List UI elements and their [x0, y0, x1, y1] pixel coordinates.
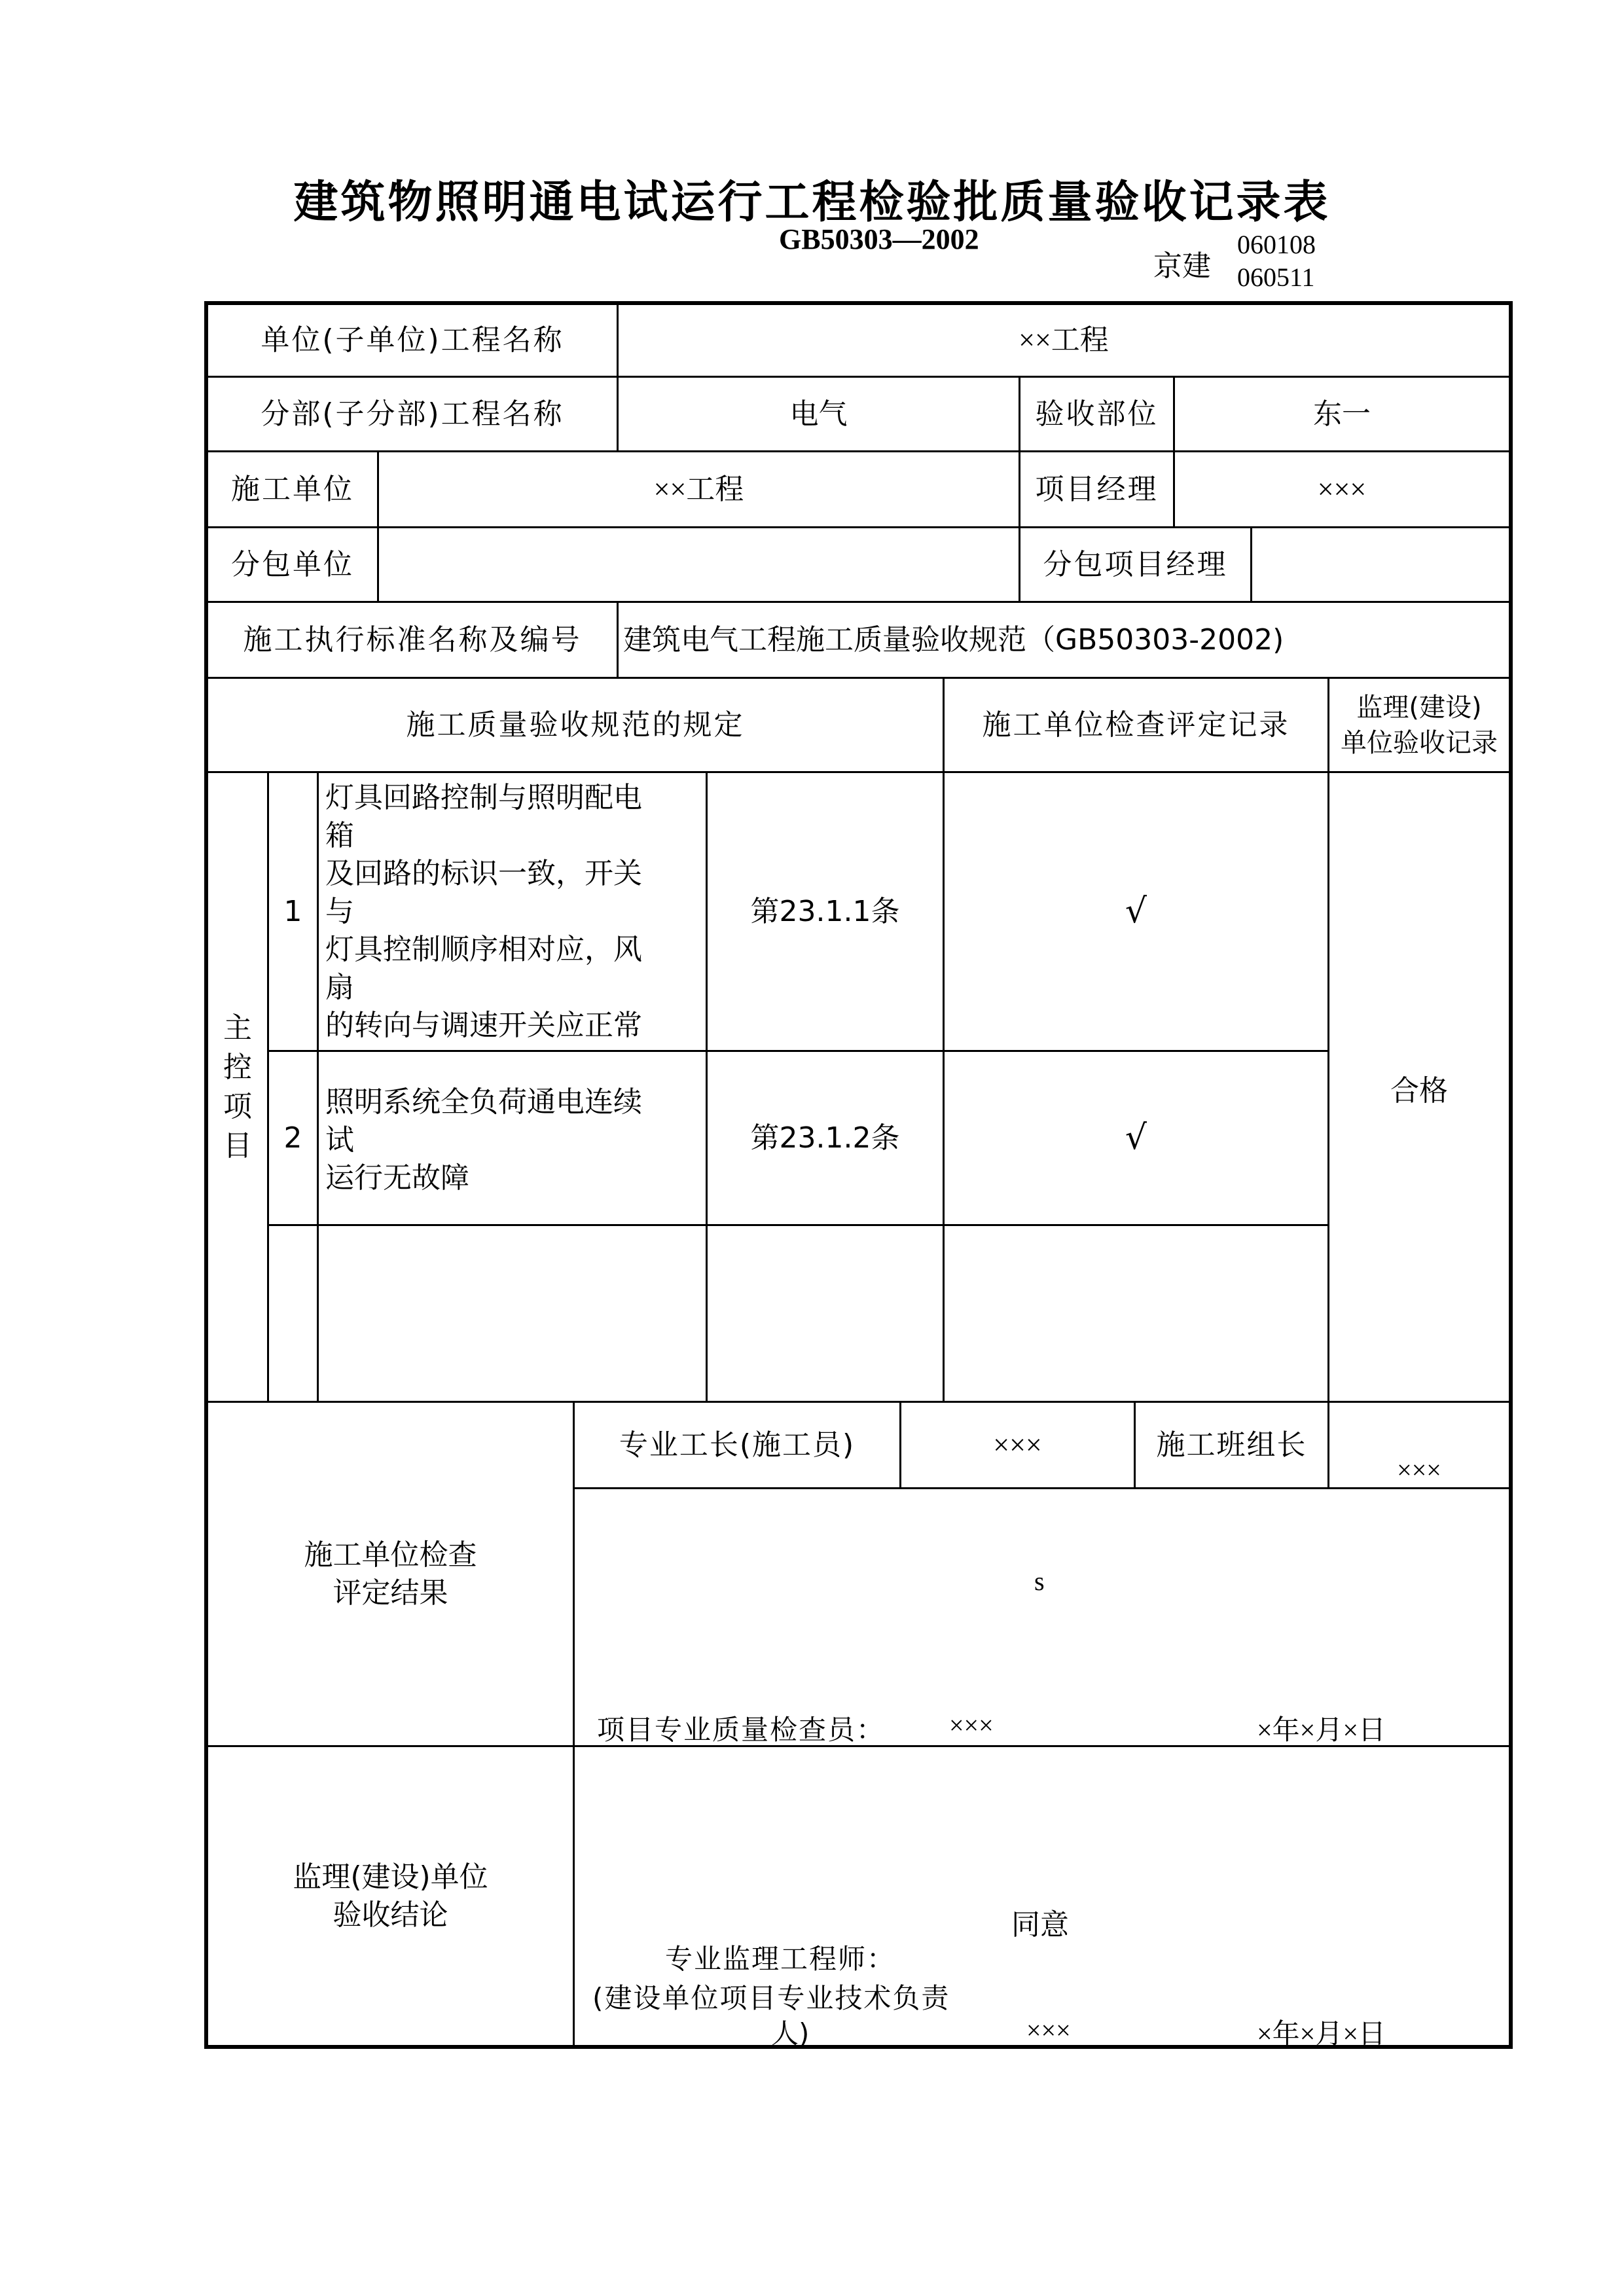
supervisor-conclusion-result: 同意	[1011, 1908, 1069, 1942]
row-divider	[573, 1487, 1513, 1489]
pm-label: 项目经理	[1035, 472, 1159, 506]
spec-header: 施工质量验收规范的规定	[406, 708, 745, 742]
requirement-line: 照明系统全负荷通电连续	[325, 1085, 642, 1119]
inspection-date: ×年×月×日	[1257, 1716, 1386, 1746]
col-divider	[1327, 677, 1329, 1401]
table-right-border	[1509, 301, 1513, 2049]
check-mark: √	[1125, 1118, 1147, 1158]
supervisor-conclusion-label-line1: 监理(建设)单位	[293, 1860, 488, 1894]
requirement-line: 的转向与调速开关应正常	[325, 1009, 642, 1042]
page-title: 建筑物照明通电试运行工程检验批质量验收记录表	[293, 177, 1331, 228]
requirement-line: 试	[325, 1123, 354, 1157]
inspector-label: 项目专业质量检查员：	[597, 1714, 886, 1746]
inspector-value: ×××	[949, 1710, 994, 1740]
contractor-value: ××工程	[653, 473, 744, 505]
item-requirement	[325, 779, 698, 1045]
requirement-line: 箱	[325, 819, 354, 852]
engineer-label-line2: (建设单位项目专业技术负责	[592, 1982, 950, 2014]
requirement-line: 及回路的标识一致，开关	[325, 857, 642, 890]
main-items-label-char: 主	[223, 1011, 252, 1045]
subcontractor-label: 分包单位	[231, 547, 354, 581]
unit-name-label: 单位(子单位)工程名称	[261, 323, 564, 357]
region-label: 京建	[1153, 249, 1211, 283]
col-divider	[573, 1401, 575, 2049]
standard-label: 施工执行标准名称及编号	[243, 623, 582, 657]
standard-value: 建筑电气工程施工质量验收规范（GB50303-2002)	[623, 623, 1284, 657]
contractor-result-label-line2: 评定结果	[333, 1576, 448, 1610]
main-items-label	[208, 773, 267, 1401]
check-mark: √	[1125, 892, 1147, 931]
item-clause: 第23.1.2条	[750, 1121, 900, 1155]
contractor-result-label	[208, 1403, 573, 1745]
foreman-label: 专业工长(施工员)	[619, 1428, 856, 1462]
supervisor-conclusion-label	[208, 1747, 573, 2045]
requirement-line: 灯具回路控制与照明配电	[325, 781, 642, 814]
requirement-line: 与	[325, 895, 354, 928]
main-items-label-char: 目	[223, 1129, 252, 1163]
requirement-line: 灯具控制顺序相对应，风	[325, 933, 642, 966]
item-requirement	[325, 1083, 698, 1197]
form-code-2: 060511	[1237, 262, 1315, 292]
contractor-result-label-line1: 施工单位检查	[304, 1538, 477, 1572]
acceptance-part-value: 东一	[1313, 397, 1371, 431]
supervisor-date: ×年×月×日	[1257, 2019, 1386, 2050]
contractor-note: s	[1034, 1566, 1045, 1596]
col-divider	[617, 601, 619, 677]
division-value: 电气	[789, 397, 848, 430]
pm-value: ×××	[1317, 473, 1367, 505]
item-number: 1	[283, 894, 302, 928]
requirement-line: 扇	[325, 971, 354, 1004]
team-leader-label: 施工班组长	[1156, 1428, 1307, 1462]
main-items-label-char: 控	[223, 1050, 252, 1084]
supervisor-conclusion-label-line2: 验收结论	[333, 1898, 448, 1932]
item-clause: 第23.1.1条	[750, 894, 900, 928]
engineer-value: ×××	[1026, 2015, 1071, 2045]
form-code-1: 060108	[1237, 230, 1316, 259]
division-label: 分部(子分部)工程名称	[261, 397, 564, 431]
unit-name-value: ××工程	[1019, 324, 1109, 357]
item-number: 2	[283, 1121, 302, 1155]
acceptance-part-label: 验收部位	[1035, 397, 1159, 431]
main-items-label-char: 项	[223, 1089, 252, 1123]
foreman-value: ×××	[993, 1428, 1042, 1461]
engineer-label-line1: 专业监理工程师：	[665, 1943, 896, 1975]
contractor-record-header: 施工单位检查评定记录	[982, 708, 1290, 742]
engineer-label-line3: 人)	[771, 2017, 810, 2050]
subcontractor-value	[379, 528, 1019, 601]
contractor-label: 施工单位	[231, 472, 354, 506]
standard-number: GB50303—2002	[779, 223, 979, 255]
col-divider	[317, 771, 319, 1401]
supervisor-record-header-line1: 监理(建设)	[1356, 692, 1482, 723]
requirement-line: 运行无故障	[325, 1161, 469, 1195]
supervisor-result: 合格	[1390, 1074, 1448, 1108]
sub-pm-label: 分包项目经理	[1043, 547, 1228, 581]
supervisor-record-header-line2: 单位验收记录	[1341, 727, 1498, 758]
row-divider	[267, 1224, 1327, 1226]
team-leader-value: ×××	[1397, 1455, 1441, 1485]
supervisor-record-header	[1329, 679, 1509, 771]
sub-pm-value	[1252, 528, 1509, 601]
